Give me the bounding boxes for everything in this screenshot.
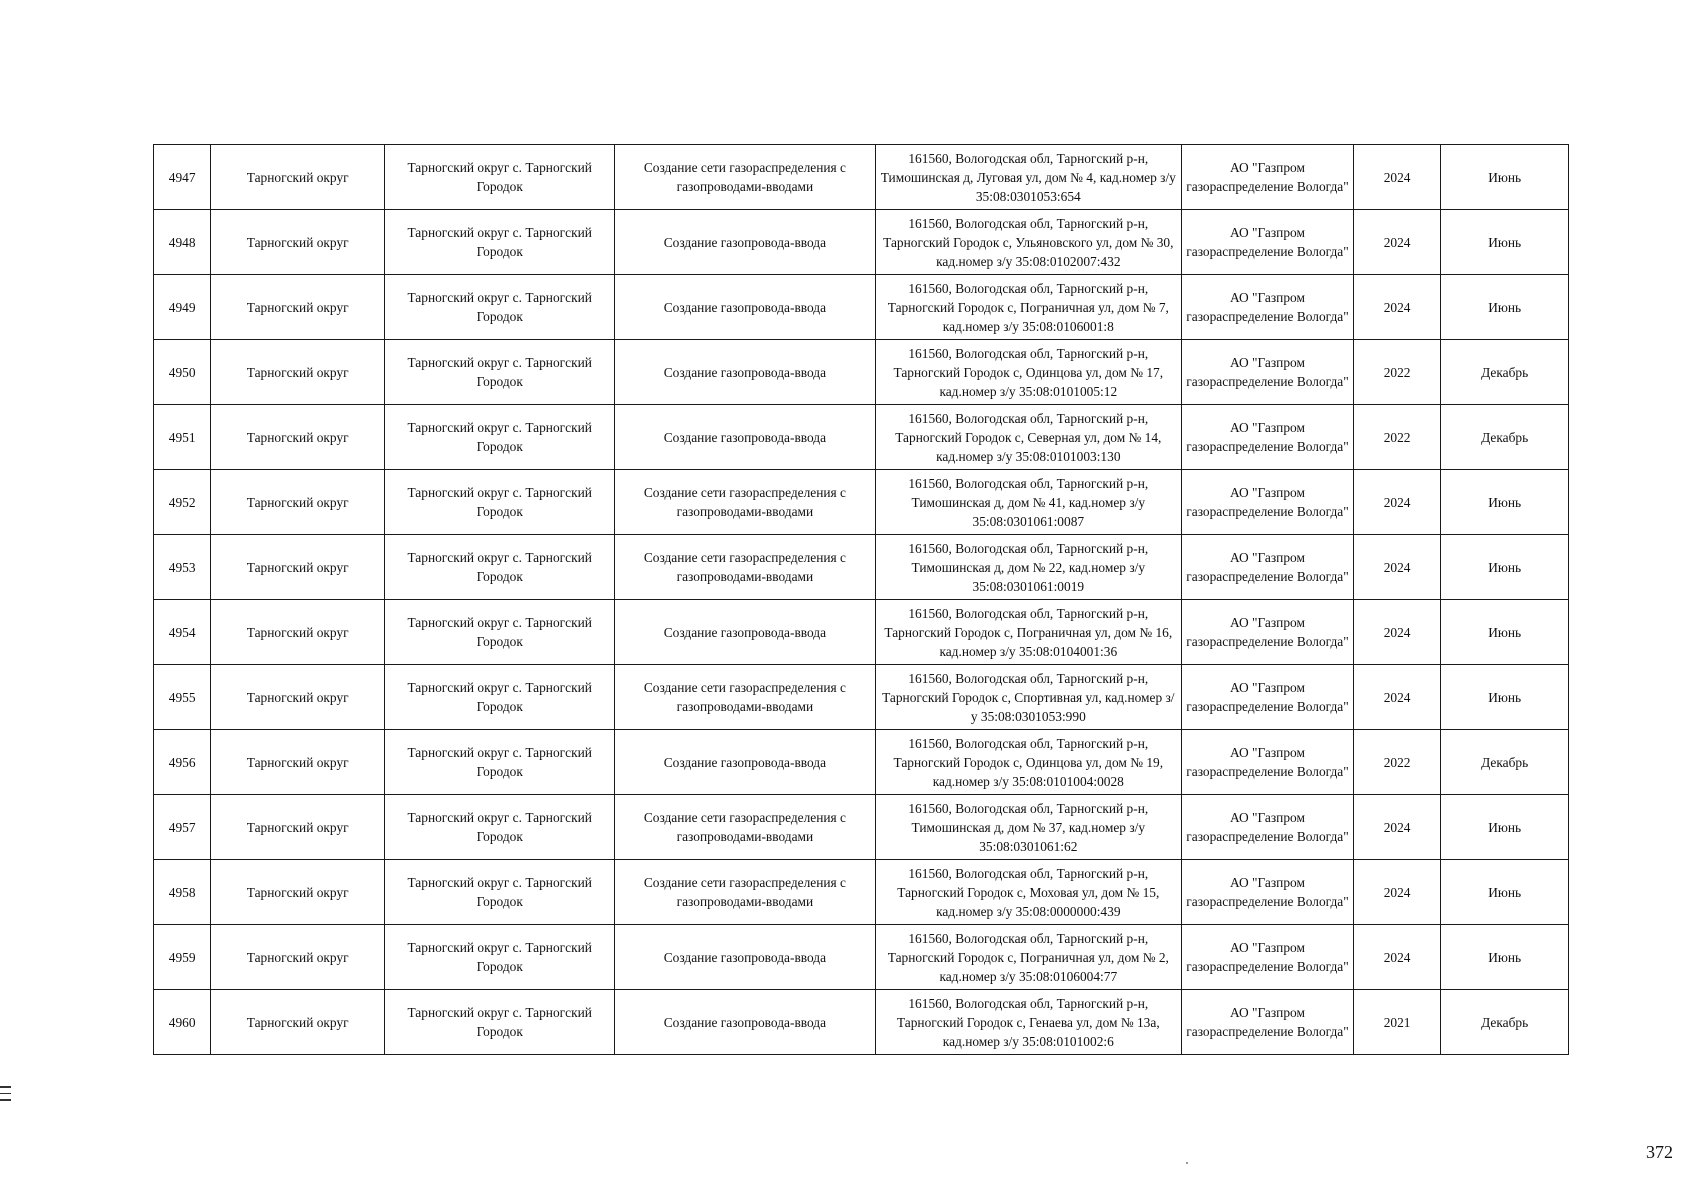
work-type-cell: Создание сети газораспределения с газопроводами-вводами xyxy=(615,860,875,925)
row-number-cell: 4956 xyxy=(154,730,211,795)
month-cell: Июнь xyxy=(1441,795,1569,860)
address-cell: 161560, Вологодская обл, Тарногский р-н, Тарногский Городок с, Спортивная ул, кад.номер з/у 35:08:0301053:990 xyxy=(875,665,1182,730)
month-cell: Июнь xyxy=(1441,925,1569,990)
district-cell: Тарногский округ xyxy=(211,665,385,730)
row-number-cell: 4958 xyxy=(154,860,211,925)
work-type-cell: Создание газопровода-ввода xyxy=(615,925,875,990)
table-row xyxy=(154,730,1569,795)
year-cell: 2022 xyxy=(1353,340,1440,405)
work-type-cell: Создание сети газораспределения с газопроводами-вводами xyxy=(615,795,875,860)
row-number-cell: 4950 xyxy=(154,340,211,405)
locality-cell: Тарногский округ с. Тарногский Городок xyxy=(385,340,615,405)
organization-cell: АО "Газпром газораспределение Вологда" xyxy=(1182,340,1354,405)
year-cell: 2022 xyxy=(1353,405,1440,470)
table-row xyxy=(154,665,1569,730)
month-cell: Июнь xyxy=(1441,665,1569,730)
address-cell: 161560, Вологодская обл, Тарногский р-н, Тимошинская д, дом № 37, кад.номер з/у 35:08:0301061:62 xyxy=(875,795,1182,860)
work-type-cell: Создание газопровода-ввода xyxy=(615,340,875,405)
district-cell: Тарногский округ xyxy=(211,145,385,210)
year-cell: 2024 xyxy=(1353,210,1440,275)
locality-cell: Тарногский округ с. Тарногский Городок xyxy=(385,600,615,665)
locality-cell: Тарногский округ с. Тарногский Городок xyxy=(385,405,615,470)
table-row xyxy=(154,340,1569,405)
address-cell: 161560, Вологодская обл, Тарногский р-н, Тарногский Городок с, Ульяновского ул, дом № 30, кад.номер з/у 35:08:0102007:432 xyxy=(875,210,1182,275)
row-number-cell: 4949 xyxy=(154,275,211,340)
row-number-cell: 4960 xyxy=(154,990,211,1055)
year-cell: 2022 xyxy=(1353,730,1440,795)
page-number: 372 xyxy=(1646,1142,1673,1162)
address-cell: 161560, Вологодская обл, Тарногский р-н, Тарногский Городок с, Генаева ул, дом № 13а, кад.номер з/у 35:08:0101002:6 xyxy=(875,990,1182,1055)
month-cell: Июнь xyxy=(1441,600,1569,665)
row-number-cell: 4953 xyxy=(154,535,211,600)
organization-cell: АО "Газпром газораспределение Вологда" xyxy=(1182,470,1354,535)
work-type-cell: Создание газопровода-ввода xyxy=(615,275,875,340)
table-row xyxy=(154,860,1569,925)
district-cell: Тарногский округ xyxy=(211,990,385,1055)
district-cell: Тарногский округ xyxy=(211,860,385,925)
district-cell: Тарногский округ xyxy=(211,730,385,795)
row-number-cell: 4959 xyxy=(154,925,211,990)
year-cell: 2024 xyxy=(1353,600,1440,665)
district-cell: Тарногский округ xyxy=(211,210,385,275)
locality-cell: Тарногский округ с. Тарногский Городок xyxy=(385,925,615,990)
organization-cell: АО "Газпром газораспределение Вологда" xyxy=(1182,145,1354,210)
year-cell: 2024 xyxy=(1353,470,1440,535)
locality-cell: Тарногский округ с. Тарногский Городок xyxy=(385,665,615,730)
organization-cell: АО "Газпром газораспределение Вологда" xyxy=(1182,665,1354,730)
table-row xyxy=(154,600,1569,665)
work-type-cell: Создание сети газораспределения с газопроводами-вводами xyxy=(615,470,875,535)
table-body xyxy=(154,145,1569,1055)
table-row xyxy=(154,405,1569,470)
table-row xyxy=(154,275,1569,340)
row-number-cell: 4947 xyxy=(154,145,211,210)
work-type-cell: Создание газопровода-ввода xyxy=(615,600,875,665)
district-cell: Тарногский округ xyxy=(211,535,385,600)
organization-cell: АО "Газпром газораспределение Вологда" xyxy=(1182,275,1354,340)
district-cell: Тарногский округ xyxy=(211,470,385,535)
month-cell: Декабрь xyxy=(1441,405,1569,470)
table-row xyxy=(154,535,1569,600)
address-cell: 161560, Вологодская обл, Тарногский р-н, Тарногский Городок с, Пограничная ул, дом № 16, кад.номер з/у 35:08:0104001:36 xyxy=(875,600,1182,665)
district-cell: Тарногский округ xyxy=(211,600,385,665)
year-cell: 2024 xyxy=(1353,925,1440,990)
month-cell: Июнь xyxy=(1441,275,1569,340)
district-cell: Тарногский округ xyxy=(211,340,385,405)
gas-connection-table xyxy=(153,144,1569,1055)
row-number-cell: 4952 xyxy=(154,470,211,535)
work-type-cell: Создание сети газораспределения с газопроводами-вводами xyxy=(615,665,875,730)
month-cell: Июнь xyxy=(1441,210,1569,275)
locality-cell: Тарногский округ с. Тарногский Городок xyxy=(385,470,615,535)
year-cell: 2021 xyxy=(1353,990,1440,1055)
organization-cell: АО "Газпром газораспределение Вологда" xyxy=(1182,405,1354,470)
district-cell: Тарногский округ xyxy=(211,925,385,990)
year-cell: 2024 xyxy=(1353,145,1440,210)
year-cell: 2024 xyxy=(1353,535,1440,600)
row-number-cell: 4948 xyxy=(154,210,211,275)
row-number-cell: 4954 xyxy=(154,600,211,665)
work-type-cell: Создание газопровода-ввода xyxy=(615,990,875,1055)
address-cell: 161560, Вологодская обл, Тарногский р-н, Тарногский Городок с, Одинцова ул, дом № 17, кад.номер з/у 35:08:0101005:12 xyxy=(875,340,1182,405)
month-cell: Июнь xyxy=(1441,145,1569,210)
organization-cell: АО "Газпром газораспределение Вологда" xyxy=(1182,990,1354,1055)
row-number-cell: 4955 xyxy=(154,665,211,730)
organization-cell: АО "Газпром газораспределение Вологда" xyxy=(1182,860,1354,925)
month-cell: Декабрь xyxy=(1441,340,1569,405)
organization-cell: АО "Газпром газораспределение Вологда" xyxy=(1182,730,1354,795)
district-cell: Тарногский округ xyxy=(211,795,385,860)
address-cell: 161560, Вологодская обл, Тарногский р-н, Тарногский Городок с, Северная ул, дом № 14, кад.номер з/у 35:08:0101003:130 xyxy=(875,405,1182,470)
locality-cell: Тарногский округ с. Тарногский Городок xyxy=(385,730,615,795)
month-cell: Июнь xyxy=(1441,535,1569,600)
address-cell: 161560, Вологодская обл, Тарногский р-н, Тарногский Городок с, Одинцова ул, дом № 19, кад.номер з/у 35:08:0101004:0028 xyxy=(875,730,1182,795)
scan-artifact-dot xyxy=(1186,1162,1188,1164)
table-row xyxy=(154,145,1569,210)
binding-margin-mark xyxy=(0,1086,12,1102)
locality-cell: Тарногский округ с. Тарногский Городок xyxy=(385,990,615,1055)
work-type-cell: Создание газопровода-ввода xyxy=(615,210,875,275)
organization-cell: АО "Газпром газораспределение Вологда" xyxy=(1182,925,1354,990)
row-number-cell: 4951 xyxy=(154,405,211,470)
table-row xyxy=(154,925,1569,990)
address-cell: 161560, Вологодская обл, Тарногский р-н, Тарногский Городок с, Моховая ул, дом № 15, кад.номер з/у 35:08:0000000:439 xyxy=(875,860,1182,925)
month-cell: Июнь xyxy=(1441,470,1569,535)
table-row xyxy=(154,210,1569,275)
table-row xyxy=(154,795,1569,860)
locality-cell: Тарногский округ с. Тарногский Городок xyxy=(385,145,615,210)
district-cell: Тарногский округ xyxy=(211,405,385,470)
district-cell: Тарногский округ xyxy=(211,275,385,340)
organization-cell: АО "Газпром газораспределение Вологда" xyxy=(1182,600,1354,665)
locality-cell: Тарногский округ с. Тарногский Городок xyxy=(385,275,615,340)
work-type-cell: Создание газопровода-ввода xyxy=(615,405,875,470)
locality-cell: Тарногский округ с. Тарногский Городок xyxy=(385,795,615,860)
address-cell: 161560, Вологодская обл, Тарногский р-н, Тимошинская д, Луговая ул, дом № 4, кад.номер з/у 35:08:0301053:654 xyxy=(875,145,1182,210)
work-type-cell: Создание газопровода-ввода xyxy=(615,730,875,795)
address-cell: 161560, Вологодская обл, Тарногский р-н, Тимошинская д, дом № 41, кад.номер з/у 35:08:0301061:0087 xyxy=(875,470,1182,535)
year-cell: 2024 xyxy=(1353,795,1440,860)
address-cell: 161560, Вологодская обл, Тарногский р-н, Тарногский Городок с, Пограничная ул, дом № 7, кад.номер з/у 35:08:0106001:8 xyxy=(875,275,1182,340)
table-row xyxy=(154,470,1569,535)
year-cell: 2024 xyxy=(1353,665,1440,730)
work-type-cell: Создание сети газораспределения с газопроводами-вводами xyxy=(615,535,875,600)
address-cell: 161560, Вологодская обл, Тарногский р-н, Тимошинская д, дом № 22, кад.номер з/у 35:08:0301061:0019 xyxy=(875,535,1182,600)
organization-cell: АО "Газпром газораспределение Вологда" xyxy=(1182,795,1354,860)
month-cell: Декабрь xyxy=(1441,990,1569,1055)
organization-cell: АО "Газпром газораспределение Вологда" xyxy=(1182,535,1354,600)
address-cell: 161560, Вологодская обл, Тарногский р-н, Тарногский Городок с, Пограничная ул, дом № 2, кад.номер з/у 35:08:0106004:77 xyxy=(875,925,1182,990)
work-type-cell: Создание сети газораспределения с газопроводами-вводами xyxy=(615,145,875,210)
table-row xyxy=(154,990,1569,1055)
locality-cell: Тарногский округ с. Тарногский Городок xyxy=(385,210,615,275)
locality-cell: Тарногский округ с. Тарногский Городок xyxy=(385,535,615,600)
year-cell: 2024 xyxy=(1353,860,1440,925)
locality-cell: Тарногский округ с. Тарногский Городок xyxy=(385,860,615,925)
month-cell: Декабрь xyxy=(1441,730,1569,795)
row-number-cell: 4957 xyxy=(154,795,211,860)
year-cell: 2024 xyxy=(1353,275,1440,340)
month-cell: Июнь xyxy=(1441,860,1569,925)
organization-cell: АО "Газпром газораспределение Вологда" xyxy=(1182,210,1354,275)
